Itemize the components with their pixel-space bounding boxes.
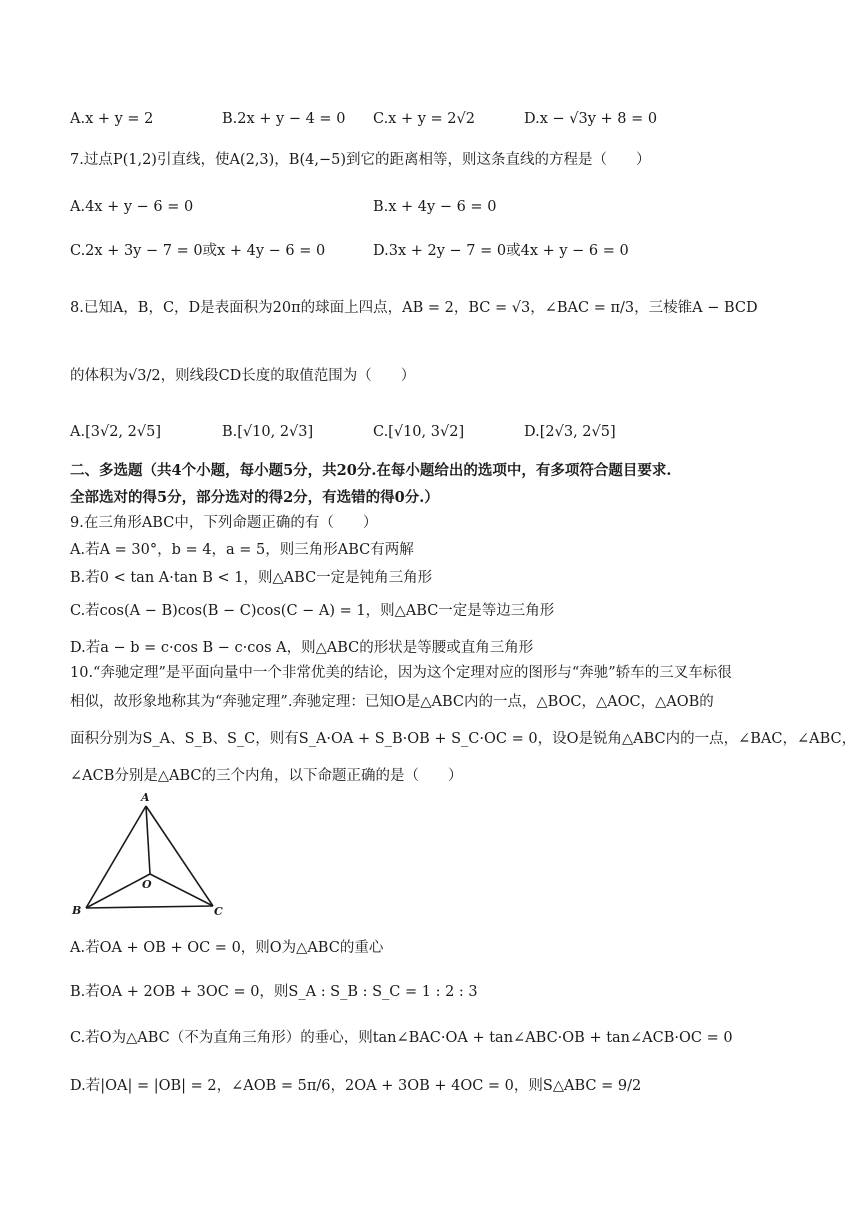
q9-option-b: B.若0 < tan A·tan B < 1，则△ABC一定是钝角三角形 [70,570,433,586]
q8-stem-line2: 的体积为√3/2，则线段CD长度的取值范围为（ ） [70,368,416,384]
edge-ac [146,806,213,906]
q6-option-a: A.x + y = 2 [70,111,154,127]
q10-stem-line1: 10.“奔驰定理”是平面向量中一个非常优美的结论，因为这个定理对应的图形与“奔驰”轿车的三叉车标很 [70,665,732,681]
q9-option-a: A.若A = 30°，b = 4，a = 5，则三角形ABC有两解 [70,542,414,558]
q10-option-a: A.若OA + OB + OC = 0，则O为△ABC的重心 [70,940,384,956]
q8-option-b: B.[√10, 2√3] [222,424,314,440]
q10-option-d: D.若|OA| = |OB| = 2，∠AOB = 5π/6，2OA + 3OB + 4OC = 0，则S△ABC = 9/2 [70,1078,642,1094]
q7-option-c: C.2x + 3y − 7 = 0或x + 4y − 6 = 0 [70,243,326,259]
q6-option-b: B.2x + y − 4 = 0 [222,111,346,127]
q7-stem: 7.过点P(1,2)引直线，使A(2,3)，B(4,−5)到它的距离相等，则这条直线的方程是（ ） [70,152,651,168]
vertex-label-b: B [72,904,82,917]
vertex-label-a: A [141,791,150,804]
segment-oc [150,874,213,906]
section2-heading-line2: 全部选对的得5分，部分选对的得2分，有选错的得0分.） [70,489,439,506]
q8-option-d: D.[2√3, 2√5] [524,424,616,440]
q8-option-a: A.[3√2, 2√5] [70,424,161,440]
q9-option-c: C.若cos(A − B)cos(B − C)cos(C − A) = 1，则△ABC一定是等边三角形 [70,603,555,619]
q6-option-d: D.x − √3y + 8 = 0 [524,111,658,127]
vertex-label-o: O [142,878,152,891]
q10-option-c: C.若O为△ABC（不为直角三角形）的垂心，则tan∠BAC·OA + tan∠ABC·OB + tan∠ACB·OC = 0 [70,1030,733,1046]
q8-option-c: C.[√10, 3√2] [373,424,465,440]
q10-stem-line3: 面积分别为S_A、S_B、S_C，则有S_A·OA + S_B·OB + S_C·OC = 0，设O是锐角△ABC内的一点，∠BAC，∠ABC， [70,731,857,747]
q7-option-d: D.3x + 2y − 7 = 0或4x + y − 6 = 0 [373,243,629,259]
q9-option-d: D.若a − b = c·cos B − c·cos A，则△ABC的形状是等腰或直角三角形 [70,640,534,656]
q8-stem-line1: 8.已知A，B，C，D是表面积为20π的球面上四点，AB = 2，BC = √3，∠BAC = π/3，三棱锥A − BCD [70,300,758,316]
triangle-figure [66,788,226,918]
q10-stem-line4: ∠ACB分别是△ABC的三个内角，以下命题正确的是（ ） [70,768,463,784]
q9-stem: 9.在三角形ABC中，下列命题正确的有（ ） [70,515,378,531]
q10-stem-line2: 相似，故形象地称其为“奔驰定理”.奔驰定理：已知O是△ABC内的一点，△BOC，△AOC，△AOB的 [70,694,714,710]
q10-option-b: B.若OA + 2OB + 3OC = 0，则S_A : S_B : S_C = 1 : 2 : 3 [70,984,478,1000]
q7-option-b: B.x + 4y − 6 = 0 [373,199,497,215]
section2-heading-line1: 二、多选题（共4个小题，每小题5分，共20分.在每小题给出的选项中，有多项符合题目要求. [70,462,672,479]
vertex-label-c: C [214,905,223,918]
q6-option-c: C.x + y = 2√2 [373,111,475,127]
q7-option-a: A.4x + y − 6 = 0 [70,199,194,215]
edge-bc [86,906,213,908]
segment-oa [146,806,150,874]
